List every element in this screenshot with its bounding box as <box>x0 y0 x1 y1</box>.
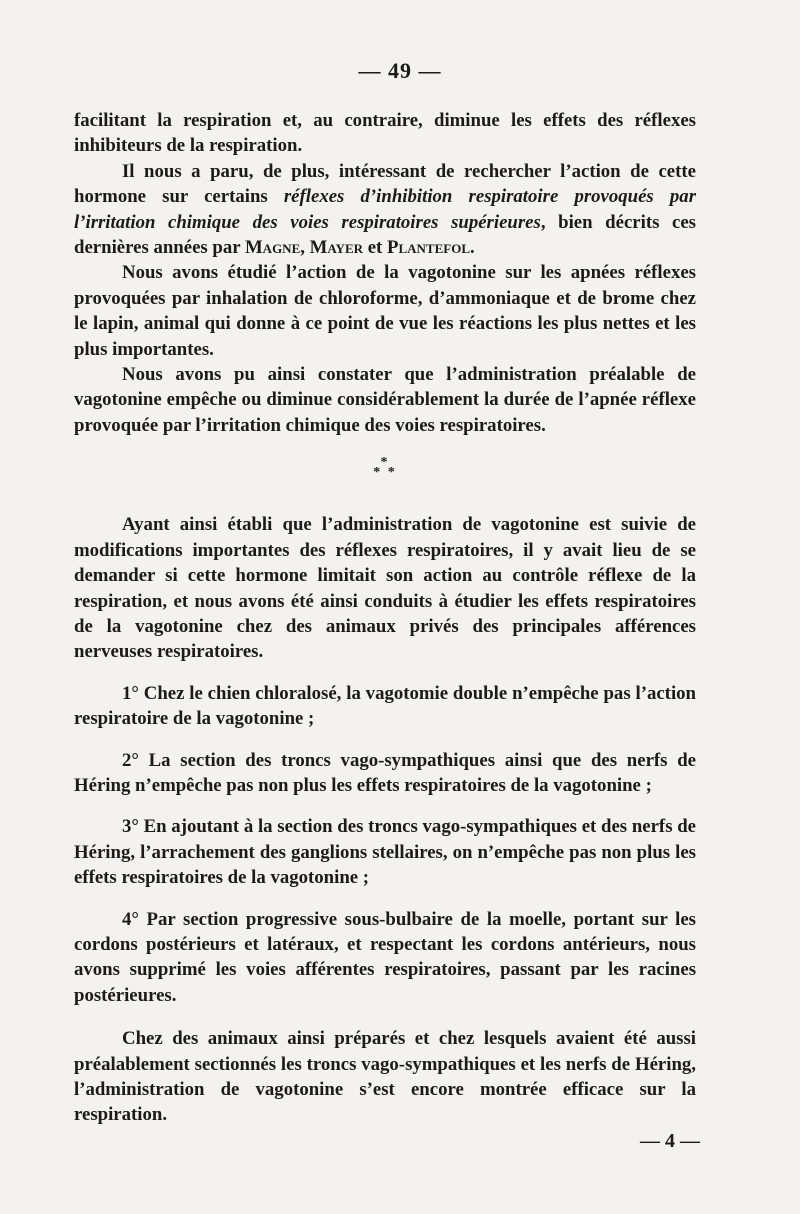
author-name-plantefol: Plantefol <box>387 237 470 259</box>
paragraph-apnea-study: Nous avons étudié l’action de la vagotonine sur les apnées réflexes provoquées par inhalation de chloroforme, d’ammoniaque et de brome chez le lapin, animal qui donne à ce point de vue les réactions les plus nettes et les plus importantes. <box>74 262 696 360</box>
paragraph-afferences: Ayant ainsi établi que l’administration de vagotonine est suivie de modifications importantes des réflexes respiratoires, il y avait lieu de se demander si cette hormone limitait son action au contrôle réflexe de la respiration, et nous avons été ainsi conduits à étudier les effets respiratoires de la vagotonine chez des animaux privés des principales afférences nerveuses respiratoires. <box>74 514 696 663</box>
paragraph-text: Il nous a paru, de plus, intéressant de rechercher l’action de cette hormone sur certains <box>74 160 696 208</box>
list-item-3: 3° En ajoutant à la section des troncs vago-sympathiques et des nerfs de Héring, l’arrachement des ganglions stellaires, on n’empêche pas non plus les effets respiratoires de la vagotonine ; <box>74 816 696 889</box>
list-item-4: 4° Par section progressive sous-bulbaire de la moelle, portant sur les cordons postérieurs et latéraux, et respectant les cordons antérieurs, nous avons supprimé les voies afférentes respiratoires, passant par les racines postérieures. <box>74 908 696 1006</box>
signature-mark: — 4 — <box>640 1130 700 1152</box>
period-text: . <box>470 237 475 259</box>
list-item-2: 2° La section des troncs vago-sympathiques ainsi que des nerfs de Héring n’empêche pas non plus les effets respiratoires de la vagotonine ; <box>74 749 696 796</box>
author-name-magne: Magne <box>244 237 301 259</box>
conjunction-text: et <box>363 237 387 259</box>
page-number: — 49 — <box>358 58 442 83</box>
paragraph-apnea-result: Nous avons pu ainsi constater que l’administration préalable de vagotonine empêche ou diminue considérablement la durée de l’apnée réflexe provoquée par l’irritation chimique des voies respiratoires. <box>74 364 696 436</box>
emphasis-text: réflexes d’inhibition respiratoire provoqués par l’irritation chimique des voies respiratoires supérieures <box>74 186 697 233</box>
paragraph-text: , bien décrits ces dernières années par <box>74 211 696 259</box>
paragraph-hormone-reflexes <box>74 159 696 261</box>
asterism-glyph: * * * <box>373 455 397 481</box>
author-name-mayer: Mayer <box>309 237 364 259</box>
paragraph-continuation: facilitant la respiration et, au contraire, diminue les effets des réflexes inhibiteurs de la respiration. <box>74 110 696 157</box>
list-item-1: 1° Chez le chien chloralosé, la vagotomie double n’empêche pas l’action respiratoire de la vagotonine ; <box>74 682 696 730</box>
body-text <box>74 108 696 1128</box>
separator-text: , <box>300 237 310 259</box>
paragraph-conclusion: Chez des animaux ainsi préparés et chez lesquels avaient été aussi préalablement sectionnés les troncs vago-sympathiques et les nerfs de Héring, l’administration de vagotonine s’est encore montrée efficace sur la respiration. <box>74 1028 696 1126</box>
asterism-separator <box>74 455 696 481</box>
